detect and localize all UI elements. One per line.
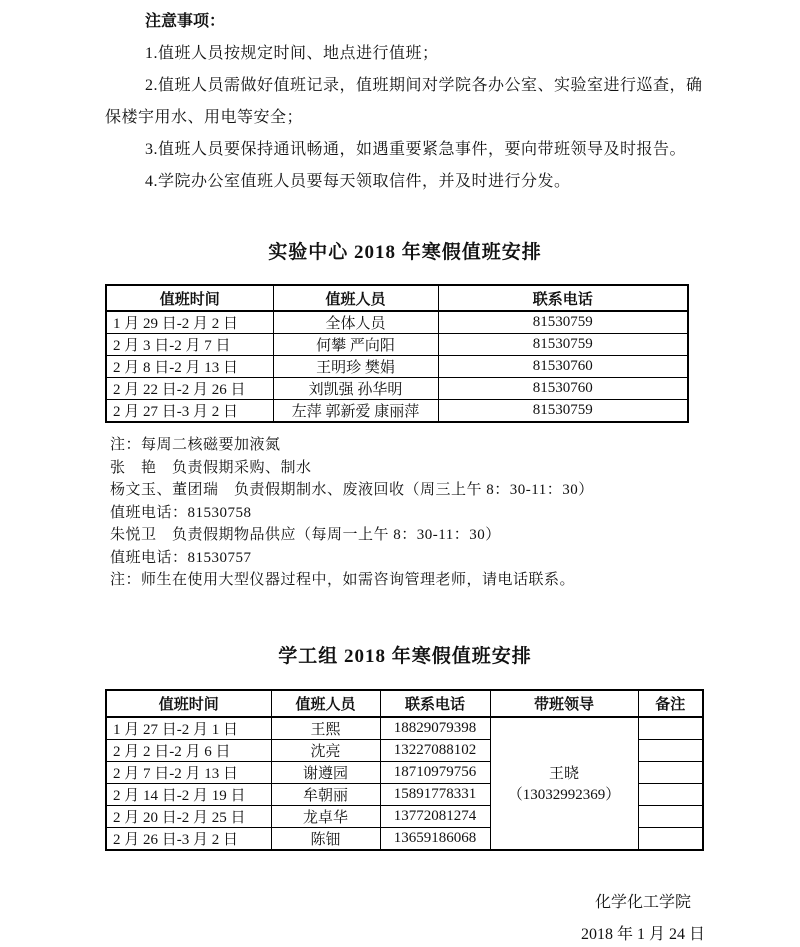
contact-phone: 13772081274 — [380, 805, 490, 827]
col-header-duty-person: 值班人员 — [271, 690, 380, 717]
col-header-duty-time: 值班时间 — [106, 285, 273, 311]
table-row — [106, 356, 688, 378]
student-group-title: 学工组 2018 年寒假值班安排 — [278, 645, 532, 667]
contact-phone: 15891778331 — [380, 783, 490, 805]
remark-cell — [638, 761, 703, 783]
duty-person: 左萍 郭新爱 康丽萍 — [273, 400, 438, 423]
duty-person: 谢遵园 — [271, 761, 380, 783]
duty-time: 2 月 20 日-2 月 25 日 — [106, 805, 271, 827]
remark-cell — [638, 739, 703, 761]
col-header-contact-phone: 联系电话 — [380, 690, 490, 717]
remark-line: 杨文玉、董团瑞 负责假期制水、废液回收（周三上午 8：30-11：30） — [110, 482, 594, 498]
notes-header: 注意事项： — [145, 13, 226, 30]
note-item-3: 3.值班人员要保持通讯畅通，如遇重要紧急事件，要向带班领导及时报告。 — [145, 141, 687, 158]
lab-center-remarks — [105, 434, 705, 592]
duty-time: 2 月 3 日-2 月 7 日 — [106, 334, 273, 356]
table-row — [106, 717, 703, 740]
remark-cell — [638, 805, 703, 827]
col-header-duty-person: 值班人员 — [273, 285, 438, 311]
contact-phone: 81530760 — [438, 378, 688, 400]
col-header-leader: 带班领导 — [490, 690, 638, 717]
lab-center-title: 实验中心 2018 年寒假值班安排 — [268, 242, 542, 263]
leader-cell — [490, 717, 638, 850]
contact-phone: 81530760 — [438, 356, 688, 378]
col-header-remark: 备注 — [638, 690, 703, 717]
leader-name: 王晓 — [548, 766, 579, 782]
contact-phone: 13227088102 — [380, 739, 490, 761]
date: 2018 年 1 月 24 日 — [580, 925, 705, 943]
duty-person: 全体人员 — [273, 311, 438, 334]
remark-line: 张 艳 负责假期采购、制水 — [110, 459, 312, 476]
contact-phone: 13659186068 — [380, 827, 490, 850]
duty-time: 2 月 27 日-3 月 2 日 — [106, 400, 273, 423]
duty-person: 刘凯强 孙华明 — [273, 378, 438, 400]
remark-line: 注：每周二核磁要加液氮 — [110, 437, 281, 453]
contact-phone: 81530759 — [438, 311, 688, 334]
note-item-4: 4.学院办公室值班人员要每天领取信件，并及时进行分发。 — [145, 173, 571, 190]
duty-time: 2 月 14 日-2 月 19 日 — [106, 783, 271, 805]
col-header-contact-phone: 联系电话 — [438, 285, 688, 311]
table-header-row — [106, 690, 703, 717]
duty-time: 1 月 29 日-2 月 2 日 — [106, 311, 273, 334]
remark-line: 值班电话：81530757 — [110, 549, 252, 566]
duty-time: 1 月 27 日-2 月 1 日 — [106, 717, 271, 740]
col-header-duty-time: 值班时间 — [106, 690, 271, 717]
duty-time: 2 月 22 日-2 月 26 日 — [106, 378, 273, 400]
duty-person: 王熙 — [271, 717, 380, 740]
duty-time: 2 月 2 日-2 月 6 日 — [106, 739, 271, 761]
remark-cell — [638, 827, 703, 850]
document-footer — [105, 891, 705, 947]
contact-phone: 81530759 — [438, 400, 688, 423]
document-page — [105, 0, 705, 947]
duty-time: 2 月 8 日-2 月 13 日 — [106, 356, 273, 378]
duty-time: 2 月 26 日-3 月 2 日 — [106, 827, 271, 850]
duty-person: 沈亮 — [271, 739, 380, 761]
remark-line: 注：师生在使用大型仪器过程中，如需咨询管理老师，请电话联系。 — [110, 572, 576, 588]
remark-line: 朱悦卫 负责假期物品供应（每周一上午 8：30-11：30） — [110, 527, 501, 543]
note-item-2: 2.值班人员需做好值班记录，值班期间对学院各办公室、实验室进行巡查，确保楼宇用水、用电等安全； — [105, 77, 703, 126]
table-row — [106, 334, 688, 356]
table-row — [106, 378, 688, 400]
table-row — [106, 311, 688, 334]
duty-person: 王明珍 樊娟 — [273, 356, 438, 378]
duty-time: 2 月 7 日-2 月 13 日 — [106, 761, 271, 783]
duty-person: 何攀 严向阳 — [273, 334, 438, 356]
table-header-row — [106, 285, 688, 311]
duty-person: 陈钿 — [271, 827, 380, 850]
duty-person: 牟朝丽 — [271, 783, 380, 805]
table-row — [106, 400, 688, 423]
lab-center-duty-table — [105, 284, 689, 423]
note-item-1: 1.值班人员按规定时间、地点进行值班； — [145, 45, 439, 62]
contact-phone: 81530759 — [438, 334, 688, 356]
contact-phone: 18710979756 — [380, 761, 490, 783]
remark-line: 值班电话：81530758 — [110, 504, 252, 521]
remark-cell — [638, 717, 703, 740]
signature: 化学化工学院 — [594, 893, 691, 911]
duty-person: 龙卓华 — [271, 805, 380, 827]
remark-cell — [638, 783, 703, 805]
leader-phone: （13032992369） — [507, 787, 621, 803]
contact-phone: 18829079398 — [380, 717, 490, 740]
student-group-duty-table — [105, 689, 704, 851]
